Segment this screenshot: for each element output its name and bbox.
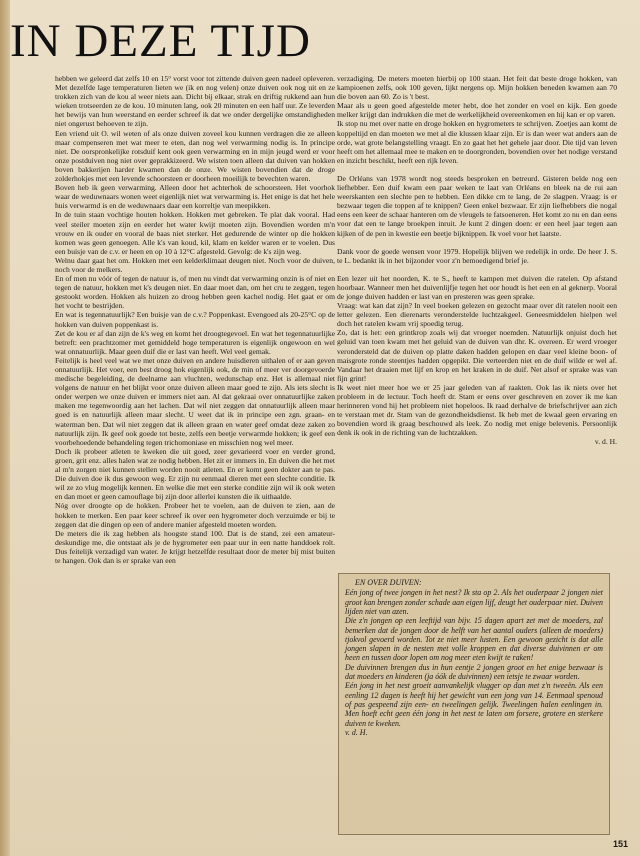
paragraph: Vraag: wat kan dat zijn? In veel boeken gelezen en gezocht maar over dit ratelen nooit een letter gelezen. Een dierenarts veronderstelde luchtzakgeel. Geneesmiddelen hielpen wel doch het ratelen kwam vrij spoedig terug. [337, 301, 617, 329]
page-number: 151 [612, 839, 628, 849]
paragraph: In de tuin staan vochtige houten hokken. Hokken met gebreken. Te plat dak vooral. Had veel steiler moeten zijn en eerder het water kwijt moeten zijn. Bovendien worden m'n vrouw en ik ouder en vooral de baas niet sterker. Het gedurende de winter op die hokken komen was geen genoegen. Alle k's van koud, kil, klam en kelder waren er te voelen. Dus een buisje van de c.v. er heen en op 10 à 12°C afgesteld. Gevolg: de k's zijn weg. [55, 210, 335, 256]
paragraph: verzadiging. De meters moeten hierbij op 100 staan. Het feit dat beste droge hokken, van kampioenen zelfs, ook 100 geven, lijkt nergens op. Mijn hokken beneden kwamen aan 70 die boven aan 60. Zo is 't best. [337, 74, 617, 102]
paragraph: De meters die ik zag hebben als hoogste stand 100. Dat is de stand, zei een amateur-deskundige me, die ontstaat als je de hygrometer een paar uur in een natte handdoek rolt. Dus feitelijk verzadigd van water. Je krijgt hetzelfde resultaat door de meter bij mist buiten te hangen. Ook dan is er sprake van een [55, 528, 335, 565]
paragraph: Dank voor de goede wensen voor 1979. Hopelijk blijven we redelijk in orde. De heer J. S. te L. bedankt ik in het bijzonder voor z'n bemoedigend brief je. [337, 246, 617, 265]
paragraph: Zo, dat is het: een grintkrop zoals wij dat vroeger noemden. Natuurlijk onjuist doch het geluid van toen kwam met het geluid van de duiven van dhr. K. overeen. Er werd vroeger verondersteld dat de duiven op platte daken hadden gelopen en daar veel kleine boon- of maisgrote ronde steentjes hadden opgepikt. Die verteerden niet en de duif wilde er wel af. Vandaar het draaien met lijf en krop en het kraken in de duif. Net alsof er sprake was van fijn grint! [337, 328, 617, 383]
box-signature: v. d. H. [345, 727, 368, 737]
paragraph-gap [337, 238, 617, 247]
paragraph: De Orléans van 1978 wordt nog steeds besproken en betreurd. Gisteren belde nog een liefhebber. Een duif kwam een paar weken te laat van Orléans en bleek na de rui aan weerskanten een slechte pen te hebben. Een dikke cm te lang, de 2e slagpen. Vraag: is er bezwaar tegen die toppen af te knippen? Geen enkel bezwaar. Er zijn liefhebbers die nogal eens een keer de schaar hanteren om de vleugels te fatsoeneren. Het komt zo nu en dan eens voor dat een te lange broekpen inruit. Je kunt 2 dingen doen: er een heel jaar tegen aan kijken of de pen in kwestie een beetje bijknippen. Ik voel voor het laatste. [337, 173, 617, 238]
paragraph: Een lezer uit het noorden, K. te S., heeft te kampen met duiven die ratelen. Op afstand hoorbaar. Wanneer men het duivenlijfje tegen het oor houdt is het een en al geknerp. Vooral de jonge duiven hadden er last van en presteren was geen sprake. [337, 273, 617, 301]
page-title: IN DEZE TIJD [10, 15, 311, 67]
paragraph: Ik weet niet meer hoe we er 25 jaar geleden van af raakten. Ook las ik niets over het probleem in de lectuur. Toch heeft dr. Stam er eens over geschreven en zover ik me kan herinneren vond hij het probleem niet hopeloos. Ik raad derhalve de briefschrijver aan zich te verstaan met dr. Stam van de gezondheidsdienst. Ik heb met de kwaal geen ervaring en bovendien word ik graag beschouwd als leek. Zo nodig met enige belevenis. Persoonlijk denk ik ook in de richting van de luchtzakken. [337, 382, 617, 438]
box-paragraph: De duivinnen brengen dus in hun eentje 2 jongen groot en het enige bezwaar is dat moeders en kinderen (ja óók de duivinnen) een ietsje te zwaar worden. [345, 662, 603, 682]
paragraph: Welnu daar gaat het om. Hokken met een kelderklimaat deugen niet. Noch voor de duiven, noch voor de melkers. [55, 255, 335, 274]
box-paragraph: Eén jong in het nest groeit aanvankelijk vlugger op dan met z'n tweeën. Als een eenling 12 dagen is heeft hij het gewicht van een jong van 14. Eenmaal spenoud of pas gespeend zijn een- en tweelingen gelijk. Tweelingen halen eenlingen in. Men hoeft echt geen één jong in het nest te laten om forsere, grotere en sterkere duiven te kweken. [345, 681, 603, 728]
left-column [55, 74, 335, 565]
paragraph: Feitelijk is heel veel wat we met onze duiven en andere huisdieren uithalen of er aan geven onnatuurlijk. Het voer, een best droog hok eigenlijk ook, de min of meer ver doorgevoerde medische begeleiding, de deelname aan vluchten, wedunschap enz. Het is allemaal niet volgens de natuur en het blijkt voor onze duiven alleen maar goed te zijn. Als iets slecht is onder werpen we onze duiven er immers niet aan. Al dat gekraai over onnatuurlijke zaken maken me tegenwoordig aan het lachen. Dat wil niet zeggen dat onnatuurlijk alleen maar goed is en natuurlijk alleen maar slecht. U weet dat ik in principe een zgn. graan- en waterman ben. Dat wil niet zeggen dat ik alleen graan en water geef omdat deze zaken zo natuurlijk zijn. Ik geef ook goede tot beste, zelfs een beetje verwarmde hokken; ik geef een voorbehoedende behandeling tegen trichomoniase en misschien nog wel meer. [55, 355, 335, 447]
paragraph: Doch ik probeer atleten te kweken die uit goed, zeer gevarieerd voer en verder grond, groen, grit enz. alles halen wat ze nodig hebben. Het zit er immers in. En duiven die het met al m'n zorgen niet kunnen stellen worden nooit atleten. En er komt geen dokter aan te pas. Die duiven doe ik dus gewoon weg. Er zijn nu eenmaal dieren met een slechte conditie. Ik wil ze zo vlug mogelijk kennen. En welke die met een sterke conditie zijn wil ik ook weten en dan moet er geen camouflage bij zijn door allerlei kunsten die ik uithaalde. [55, 446, 335, 502]
paragraph: hebben we geleerd dat zelfs 10 en 15° vorst voor tot zittende duiven geen nadeel opleveren. Met dezelfde lage temperaturen lieten we (ik en nog velen) onze duiven ook nog uit en ze trokken zich van de kou al weer niets aan. Dicht bij elkaar, strak en driftig rukkend aan hun wieken trotseerden ze de kou. 10 minuten lang, ook 20 minuten en een half uur. Ze leverden het bewijs van hun weerstand en eerder schreef ik dat we onder dergelijke omstandigheden niet ongerust behoeven te zijn. [55, 74, 335, 129]
paragraph-gap [337, 165, 617, 174]
paragraph-gap [337, 265, 617, 274]
paragraph: Nóg over droogte op de hokken. Probeer het te voelen, aan de duiven te zien, aan de hokken te merken. Een paar keer schreef ik over een hygrometer doch verzuimde er bij te zeggen dat die dingen op een of andere manier afgesteld moeten worden. [55, 501, 335, 529]
paragraph: Maar als u geen goed afgestelde meter hebt, doe het zonder en voel en kijk. Een goede melker krijgt dan indrukken die met de werkelijkheid overeenkomen en hij kan er op varen. [337, 101, 617, 120]
paragraph: En wat is tegennatuurlijk? Een buisje van de c.v.? Poppenkast. Evengoed als 20-25°C op de hokken van duiven poppenkast is. [55, 310, 335, 329]
sidebar-box [338, 573, 610, 835]
box-paragraph: Eén jong of twee jongen in het nest? Ik sta op 2. Als het ouderpaar 2 jongen niet groot kan brengen zonder schade aan eigen lijf, deugt het ouderpaar niet. Duiven lijden niet van azen. [345, 588, 603, 616]
box-paragraph: Die z'n jongen op een leeftijd van bijv. 15 dagen apart zet met de moeders, zal bemerken dat de jongen door de helft van het aantal ouders (alleen de moeders) tjokvol gevoerd worden. Tot ze niet meer lusten. Een gewoon gezicht is dat alle jongen slapen in de nesten met volle kroppen en dat diverse duivinnen er om heen en tussen door lopen om nog meer eten kwijt te raken! [345, 616, 603, 663]
paragraph: Een vriend uit O. wil weten of als onze duiven zoveel kou kunnen verdragen die ze alleen maar compenseren met wat meer te eten, dan nog wel verwarming nodig is. In principe niet. De oorspronkelijke rotsduif kent ook geen verwarming en in mijn jeugd werd er voor onze postduiven nog niet over geprakkizeerd. We wisten toen alleen dat duiven van hokken boven bakkerijen harder kwamen dan de onze. We wisten bovendien dat de droge zolderhokjes met een levende schoorsteen er doorheen moeilijk te bevechten waren. [55, 128, 335, 184]
paragraph: Ik stop nu met over natte en droge hokken en hygrometers te schrijven. Zoetjes aan komt de koppeltijd en dan moeten we met al die klussen klaar zijn. Er is dan weer wat anders aan de orde, wat grote belangstelling vraagt. En zo gaat het het gehele jaar door. Die tijd van leven heeft om het allemaal mee te maken en te doorgronden, bovendien over het nodige verstand en inzicht beschikt, heeft een rijk leven. [337, 119, 617, 165]
paragraph: Boven heb ik geen verwarming. Alleen door het achterhok de schoorsteen. Het voorhok waar de weduwnaars wonen weet eigenlijk niet wat verwarming is. Het enige is dat het hele huis verwarmd is en de weduwnaars daar een korreltje van meepikken. [55, 183, 335, 211]
right-column [337, 74, 617, 447]
box-title: EN OVER DUIVEN: [355, 578, 422, 587]
author-signature: v. d. H. [594, 437, 617, 447]
paragraph: En of men nu vóór of tegen de natuur is, of men nu vindt dat verwarming onzin is of niet en tegen de natuur, hokken met k's deugen niet. En daar moet dan, om het cru te zeggen, tegen gestookt worden. Hokken als huizen zo droog hebben geen kachel nodig. Het gaat er om het vocht te bestrijden. [55, 274, 335, 311]
paragraph: Zet de kou er af dan zijn de k's weg en komt het droogtegevoel. En wat het tegennatuurlijke betreft: een prachtzomer met gemiddeld hoge temperaturen is eigenlijk ongewoon en wel wat onnatuurlijk. Maar geen duif die er last van heeft. Wel veel gemak. [55, 328, 335, 356]
page-binding-edge [0, 0, 10, 856]
